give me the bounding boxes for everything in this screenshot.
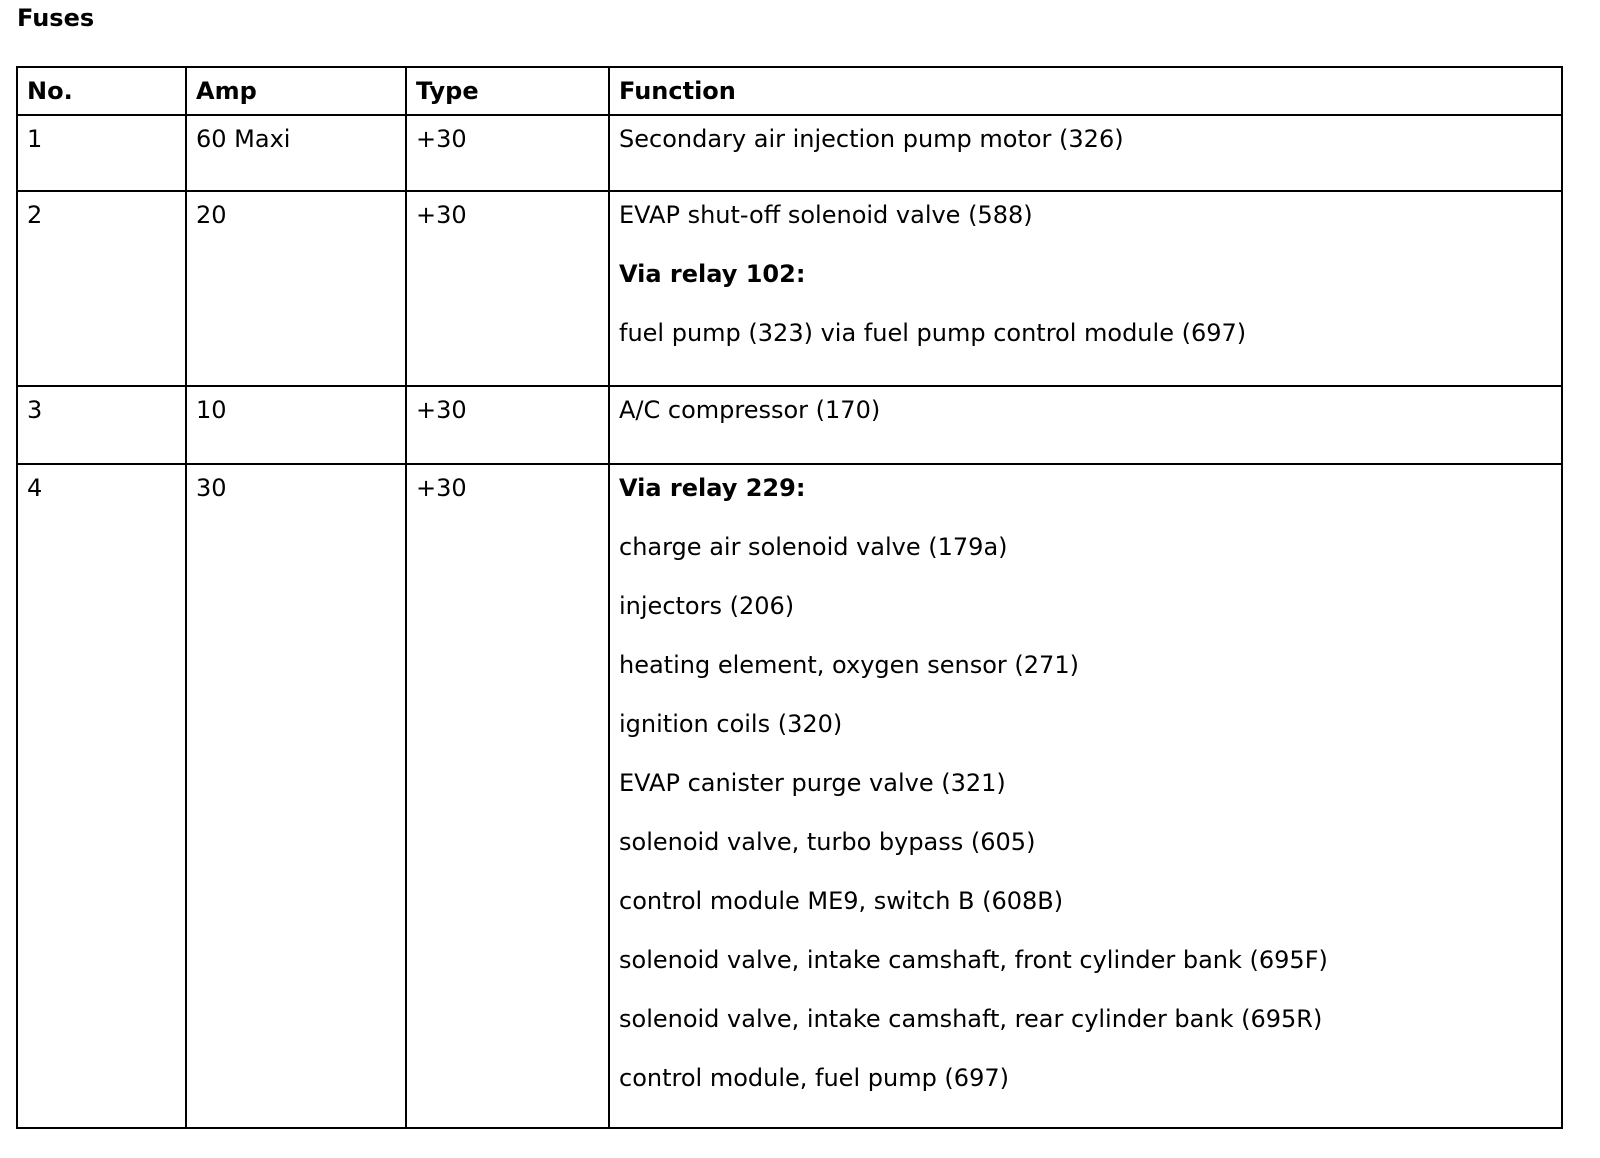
cell-type: +30: [406, 386, 609, 464]
table-header-row: [17, 67, 1562, 115]
cell-amp: 30: [186, 464, 406, 1128]
cell-type: +30: [406, 464, 609, 1128]
table-row: [17, 464, 1562, 1128]
column-header-amp: Amp: [186, 67, 406, 115]
page-title: Fuses: [17, 4, 95, 32]
function-line: Secondary air injection pump motor (326): [619, 125, 1124, 153]
cell-no: 3: [17, 386, 186, 464]
column-header-no: No.: [17, 67, 186, 115]
table-row: [17, 115, 1562, 191]
column-header-type: Type: [406, 67, 609, 115]
table-row: [17, 191, 1562, 386]
function-relay-heading: Via relay 229:: [619, 474, 806, 502]
cell-type: +30: [406, 191, 609, 386]
cell-function: [609, 191, 1562, 386]
cell-amp: 10: [186, 386, 406, 464]
function-line: fuel pump (323) via fuel pump control module (697): [619, 319, 1247, 347]
cell-no: 1: [17, 115, 186, 191]
function-line: heating element, oxygen sensor (271): [619, 651, 1079, 679]
function-line: ignition coils (320): [619, 710, 843, 738]
function-line: A/C compressor (170): [619, 396, 881, 424]
cell-amp: 20: [186, 191, 406, 386]
function-relay-heading: Via relay 102:: [619, 260, 806, 288]
function-line: charge air solenoid valve (179a): [619, 533, 1008, 561]
function-line: solenoid valve, intake camshaft, front cylinder bank (695F): [619, 946, 1328, 974]
cell-amp: 60 Maxi: [186, 115, 406, 191]
function-line: EVAP canister purge valve (321): [619, 769, 1006, 797]
cell-function: [609, 386, 1562, 464]
cell-no: 4: [17, 464, 186, 1128]
function-line: control module ME9, switch B (608B): [619, 887, 1064, 915]
cell-function: [609, 464, 1562, 1128]
function-line: solenoid valve, intake camshaft, rear cylinder bank (695R): [619, 1005, 1323, 1033]
function-line: injectors (206): [619, 592, 795, 620]
table-row: [17, 386, 1562, 464]
cell-function: [609, 115, 1562, 191]
fuse-table: [16, 66, 1563, 1129]
column-header-function: Function: [609, 67, 1562, 115]
cell-type: +30: [406, 115, 609, 191]
cell-no: 2: [17, 191, 186, 386]
function-line: control module, fuel pump (697): [619, 1064, 1009, 1092]
function-line: solenoid valve, turbo bypass (605): [619, 828, 1036, 856]
function-line: EVAP shut-off solenoid valve (588): [619, 201, 1033, 229]
